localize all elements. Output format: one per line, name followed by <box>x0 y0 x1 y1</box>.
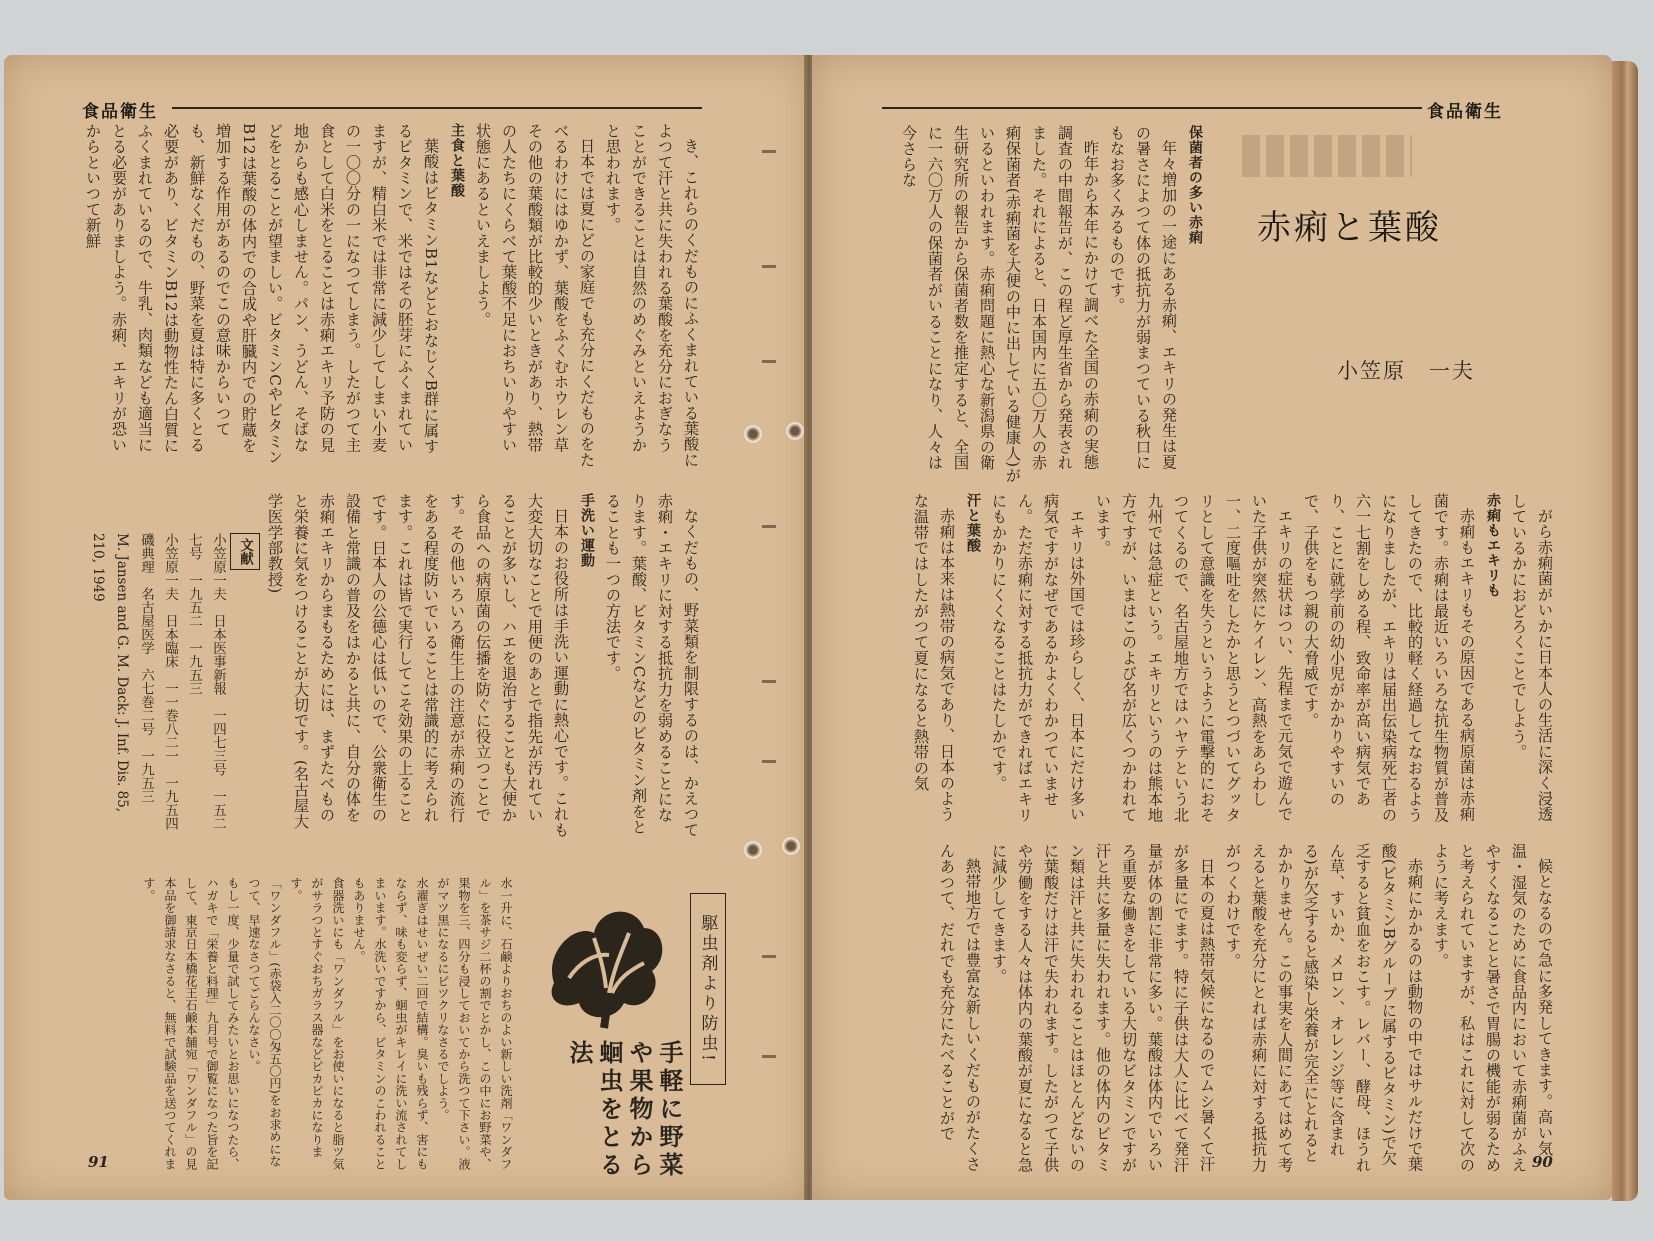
reference-item: 小笠原一夫 日本臨床 一一巻八二一 一九五四 <box>162 533 178 830</box>
right-upper-text <box>878 125 1208 485</box>
paragraph: 水一升に、石鹸よりおちのよい新しい洗剤「ワンダフル」を茶サジ二杯の割でとかし、この中にお野菜や、果物を三、四分も浸しておいてから洗つて下さい。液がマツ黒になるにビツクリなさるでしよう。 <box>436 877 513 1170</box>
right-middle-text <box>878 493 1558 828</box>
paragraph: 食器洗いにも「ワンダフル」をお使いになると脂ツ気がサラつとすぐおちガラス器などピカピカになります。 <box>289 877 345 1170</box>
show-through-text <box>1242 135 1412 177</box>
ad-headline: 手軽に野菜や果物から蛔虫をとる法 <box>565 1040 683 1180</box>
paragraph: がら赤痢菌がいかに日本人の生活に深く浸透しているかにおどろくことでしよう。 <box>1510 493 1554 823</box>
paragraph: 年々増加の一途にある赤痢、エキリの発生は夏の暑さによつて体の抵抗力が弱まつている秋口にもなお多くみるものです。 <box>1108 125 1178 471</box>
paragraph: 水濯ぎはせいぜい二回で結構。臭いも残らず、害にもならず、味も変らず、蛔虫がキレイに洗い流されてしまいます。水洗いですから、ビタミンのこわれることもありません。 <box>352 877 429 1170</box>
paragraph: き、これらのくだものにふくまれている葉酸によつて汗と共に失われる葉酸を充分におぎなうことができることは自然のめぐみといえようかと思われます。 <box>604 123 700 468</box>
paragraph: 赤痢は本来は熱帯の病気であり、日本のような温帯ではしたがつて夏になると熱帯の気 <box>912 493 956 823</box>
ad-body <box>116 877 516 1177</box>
reference-item: 磯典理 名古屋医学 六七巻二号 一九五三 <box>138 533 154 803</box>
paragraph: 葉酸はビタミンB1などとおなじくB群に属するビタミンで、米ではその胚芽にふくまれていますが、精白米では非常に減少してしまい小麦の一〇〇分の一になつてしまう。したがつて主食として白米をとることは赤痢エキリ予防の見地からも感心しません。パン、うどん、そばなどをとることが望ましい。ビタミンCやビタミンB12は葉酸の体内での合成や肝臓内での貯蔵を増加する作用があるのでこの意味からいつても、新鮮なくだもの、野菜を夏は特に多くとる必要があり、ビタミンB12は動物性たん白質にふくまれているので、牛乳、肉類なども適当にとる必要がありましよう。赤痢、エキリが恐いからといつて新鮮 <box>84 123 440 465</box>
reference-item: M. Jansen and G. M. Dack: J. Inf. Dis. 85, 210, 1949 <box>90 533 130 813</box>
right-header-rule <box>882 107 1422 109</box>
binding-stitch <box>762 680 776 683</box>
binding-stitch <box>762 955 776 958</box>
ad-box-label: 駆虫剤より防虫! <box>690 893 726 1085</box>
article-author: 小笠原 一夫 <box>1337 359 1475 383</box>
paragraph: もし一度、少量で試してみたいとお思いになつたら、ハガキで「栄養と料理」九月号で御覧になつた旨を記して、東京日本橋花王石鹸本舗宛「ワンダフル」の見本品を御請求なさると、無料で試験品を送つてくれます。 <box>142 877 240 1170</box>
section-heading: 手洗い運動 <box>579 493 595 568</box>
binding-hole <box>782 837 800 855</box>
binding-stitch <box>762 360 776 363</box>
paragraph: エキリの症状はつい、先程まで元気で遊んでいた子供が突然にケイレン、高熱をあらわし一、二度嘔吐をしたかと思うとつづいてグッタリとして意識を失うというように電撃的におそつてくるので、名古屋地方ではハヤテという北九州では急症という。エキリというのは熊本地方ですが、いまはこのよび名が広くつかわれています。 <box>1094 493 1294 823</box>
paragraph: 赤痢もエキリもその原因である病原菌は赤痢菌です。赤痢は最近いろいろな抗生物質が普及してきたので、比較的軽く経過してなおるようになりましたが、エキリは届出伝染病死亡者の六一七割をしめる程、致命率が高い病気であり、ことに就学前の幼小児がかかりやすいので、子供をもつ親の大脅威です。 <box>1302 493 1476 823</box>
left-upper-text <box>84 123 704 468</box>
binding-stitch <box>762 525 776 528</box>
section-heading: 汗と葉酸 <box>965 493 981 553</box>
paragraph: 赤痢にかかるのは動物の中ではサルだけで葉酸(ビタミンBグループに属するビタミン)で欠乏すると貧血をおこす。レバー、酵母、ほうれん草、すいか、メロン、オレンジ等に含まれる)が欠乏すると感染し栄養が完全にとれるとかかりません。この事実を人間にあてはめて考えると葉酸を充分にとれば赤痢に対する抵抗力がつくわけです。 <box>1224 843 1424 1173</box>
section-heading: 赤痢もエキリも <box>1485 493 1501 598</box>
reference-item: 小笠原一夫 日本医事新報 一四七三号 一五二七号 一九五二 一九五三 <box>186 533 226 830</box>
paragraph: 日本のお役所は手洗い運動に熱心です。これも大変大切なことで用便のあとで指先が汚れていることが多いし、ハエを退治することも大便から食品への病原菌の伝播を防ぐに役立つことです。その他いろいろ衛生上の注意が赤痢の流行をある程度防いでいることは常識的に考えられます。これは皆で実行してこそ効果の上ることです。日本人の公德心は低いので、公衆衛生の設備と常識の普及をはかると共に、自分の体を赤痢エキリからまもるためには、まずたべものと栄養に気をつけることが大切です。(名古屋大学医学部教授) <box>266 493 570 838</box>
page-number: 91 <box>88 1153 109 1171</box>
section-heading: 主食と葉酸 <box>449 123 465 198</box>
section-heading: 保菌者の多い赤痢 <box>1187 125 1203 245</box>
left-running-header: 食品衛生 <box>82 102 158 122</box>
left-lower-text <box>266 493 704 838</box>
binding-stitch <box>762 760 776 763</box>
article-title: 赤痢と葉酸 <box>1257 208 1442 248</box>
paragraph: 日本では夏にどの家庭でも充分にくだものをたべるわけにはゆかず、葉酸をふくむホウレン草その他の葉酸類が比較的少いときがあり、熱帯の人たちにくらべて葉酸不足におちいりやすい状態にあるといえましよう。 <box>474 123 596 468</box>
binding-stitch <box>762 265 776 268</box>
paragraph: 熱帯地方では豊富な新しいくだものがたくさんあつて、だれでも充分にたべることがで <box>938 843 982 1173</box>
page-edges <box>1612 61 1638 1201</box>
references-heading: 文献 <box>230 533 260 570</box>
references <box>90 533 260 843</box>
right-running-header: 食品衛生 <box>1427 102 1503 122</box>
vegetable-illustration <box>534 893 674 1033</box>
binding-stitch <box>762 1055 776 1058</box>
right-lower-text <box>878 843 1558 1178</box>
binding-stitch <box>762 150 776 153</box>
binding-hole <box>786 422 804 440</box>
binding-hole <box>744 841 762 859</box>
paragraph: エキリは外国では珍らしく、日本にだけ多い病気ですがなぜであるかよくわかつていません。ただ赤痢に対する抵抗力ができればエキリにもかかりにくくなることはたしかです。 <box>990 493 1086 823</box>
paragraph: なくだもの、野菜類を制限するのは、かえつて赤痢・エキリに対する抵抗力を弱めることになります。葉酸、ビタミンCなどのビタミン剤をとることも一つの方法です。 <box>604 493 700 838</box>
right-page <box>812 55 1612 1200</box>
paragraph: 「ワンダフル」(赤袋入二〇〇匁五〇円)をお求めになつて、早速なさつてごらんなさい。 <box>247 877 282 1168</box>
paragraph: 日本の夏は熱帯気候になるのでムシ暑くて汗が多量にでます。特に子供は大人に比べて発汗量が体の割に非常に多い。葉酸は体内でいろいろ重要な働きをしている大切なビタミンですが汗と共に多量に失われます。他の体内のビタミン類は汗と共に失われることはほとんどないのに葉酸だけは汗で失われます。したがつて子供や労働をする人々は体内の葉酸が夏になると急に減少してきます。 <box>990 843 1216 1173</box>
paragraph: 候となるので急に多発してきます。高い気温・湿気のために食品内において赤痢菌がふえやすくなることと暑さで胃腸の機能が弱るためと考えられていますが、私はこれに対して次のように考えます。 <box>1432 843 1554 1173</box>
binding-hole <box>744 425 762 443</box>
left-page <box>4 55 810 1200</box>
left-header-rule <box>172 107 702 109</box>
page-number: 90 <box>1532 1153 1553 1171</box>
paragraph: 昨年から本年にかけて調べた全国の赤痢の実態調査の中間報告が、この程ど厚生省から発表されました。それによると、日本国内に五〇万人の赤痢保菌者(赤痢菌を大便の中に出している健康人)がいるといわれます。赤痢問題に熱心な新潟県の衛生研究所の報告から保菌者数を推定すると、全国に一六〇万人の保菌者がいることになり、人々は今さらな <box>900 125 1100 484</box>
open-magazine <box>4 55 1644 1205</box>
